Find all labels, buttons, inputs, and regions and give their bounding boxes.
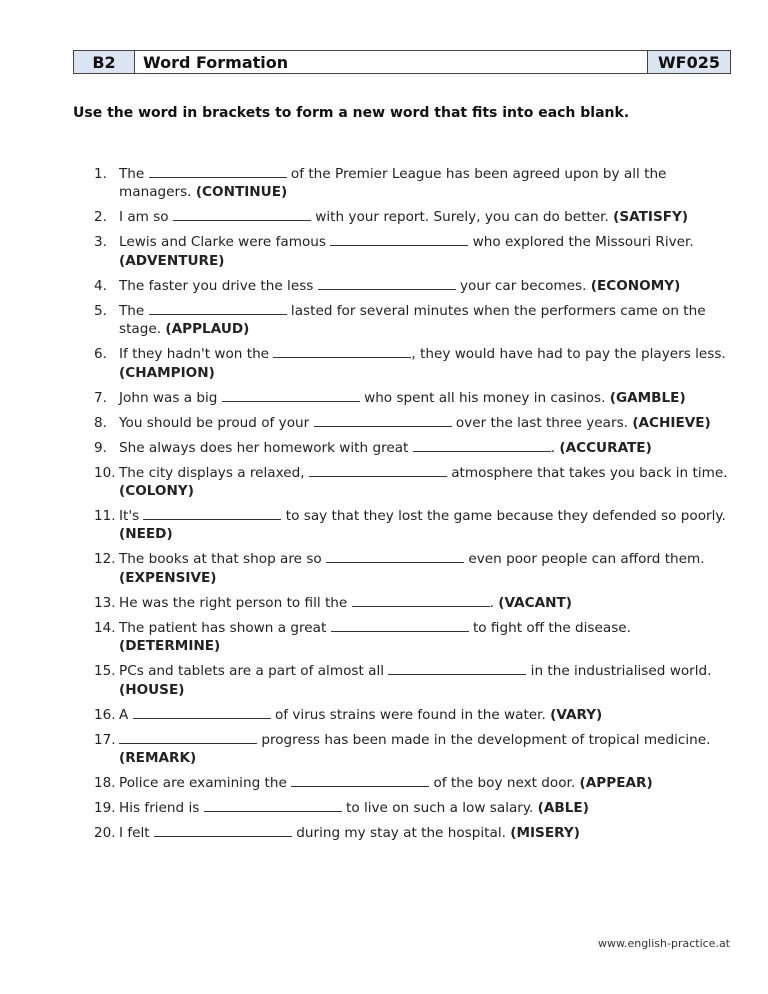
answer-blank[interactable] (119, 731, 257, 744)
item-number: 19. (94, 800, 116, 817)
item-sentence (119, 706, 734, 724)
answer-blank[interactable] (204, 799, 342, 812)
item-number: 1. (94, 166, 107, 182)
exercise-item (94, 389, 734, 407)
exercise-item (94, 439, 734, 457)
sentence-start: PCs and tablets are a part of almost all (119, 663, 389, 680)
item-number: 5. (94, 302, 107, 319)
answer-blank[interactable] (154, 824, 292, 837)
sentence-end: progress has been made in the development of tropical medicine. (257, 731, 711, 748)
exercise-item (94, 208, 734, 226)
item-sentence (119, 507, 734, 544)
base-word-hint: (GAMBLE) (609, 389, 686, 406)
answer-blank[interactable] (149, 165, 287, 178)
base-word-hint: (ADVENTURE) (119, 252, 225, 269)
answer-blank[interactable] (173, 208, 311, 221)
item-sentence (119, 594, 734, 612)
sentence-start: I felt (119, 825, 154, 842)
base-word-hint: (MISERY) (510, 825, 580, 842)
sentence-start: The (119, 166, 149, 182)
footer-url: www.english-practice.at (597, 937, 730, 950)
exercise-list (94, 165, 734, 849)
sentence-end: to live on such a low salary. (341, 800, 538, 817)
sentence-end: who explored the Missouri River. (468, 234, 694, 251)
worksheet-header (73, 50, 731, 74)
answer-blank[interactable] (133, 706, 271, 719)
sentence-start: The city displays a relaxed, (119, 464, 309, 481)
item-sentence (119, 233, 734, 270)
base-word-hint: (CONTINUE) (195, 184, 288, 201)
worksheet-title: Word Formation (143, 52, 289, 72)
base-word-hint: (ACHIEVE) (632, 414, 711, 431)
base-word-hint: (APPLAUD) (165, 321, 250, 338)
sentence-end: to say that they lost the game because they defended so poorly. (281, 508, 726, 525)
sentence-end: who spent all his money in casinos. (359, 389, 610, 406)
answer-blank[interactable] (309, 464, 447, 477)
base-word-hint: (VARY) (550, 706, 603, 723)
exercise-item (94, 706, 734, 724)
base-word-hint: (APPEAR) (579, 775, 653, 792)
base-word-hint: (NEED) (119, 526, 173, 543)
sentence-end: , they would have had to pay the players less. (411, 346, 726, 363)
sentence-start: A (119, 706, 133, 723)
item-number: 14. (94, 619, 116, 636)
item-sentence (119, 277, 734, 295)
answer-blank[interactable] (314, 414, 452, 427)
sentence-start: The faster you drive the less (119, 277, 318, 294)
sentence-start: The books at that shop are so (119, 551, 327, 568)
item-sentence (119, 302, 734, 339)
sentence-start: He was the right person to fill the (119, 594, 352, 611)
item-sentence (119, 389, 734, 407)
answer-blank[interactable] (273, 345, 411, 358)
item-number: 8. (94, 414, 107, 431)
base-word-hint: (VACANT) (498, 594, 572, 611)
item-sentence (119, 208, 734, 226)
item-number: 12. (94, 551, 116, 568)
item-sentence (119, 464, 734, 501)
sentence-end: your car becomes. (455, 277, 591, 294)
exercise-item (94, 619, 734, 656)
exercise-item (94, 731, 734, 768)
sentence-start: I am so (119, 209, 173, 226)
base-word-hint: (ABLE) (537, 800, 589, 817)
sentence-end: over the last three years. (451, 414, 633, 431)
level-badge: B2 (74, 51, 135, 73)
item-sentence (119, 731, 734, 768)
item-number: 20. (94, 825, 116, 842)
sentence-end: of virus strains were found in the water. (270, 706, 551, 723)
exercise-item (94, 662, 734, 699)
item-number: 18. (94, 775, 116, 792)
instructions: Use the word in brackets to form a new word that fits into each blank. (73, 105, 630, 121)
sentence-end: atmosphere that takes you back in time. (446, 464, 728, 481)
answer-blank[interactable] (143, 507, 281, 520)
sentence-end: of the Premier League has been agreed upon by all the managers. (119, 166, 667, 201)
sentence-end: to fight off the disease. (468, 619, 631, 636)
answer-blank[interactable] (413, 439, 551, 452)
answer-blank[interactable] (149, 302, 287, 315)
item-sentence (119, 550, 734, 587)
base-word-hint: (REMARK) (119, 750, 197, 767)
sentence-start: His friend is (119, 800, 204, 817)
sentence-start: It's (119, 508, 144, 525)
exercise-item (94, 464, 734, 501)
item-sentence (119, 165, 734, 202)
item-sentence (119, 414, 734, 432)
exercise-item (94, 774, 734, 792)
sentence-start: You should be proud of your (119, 414, 314, 431)
exercise-item (94, 507, 734, 544)
exercise-item (94, 550, 734, 587)
answer-blank[interactable] (388, 662, 526, 675)
answer-blank[interactable] (330, 233, 468, 246)
answer-blank[interactable] (291, 774, 429, 787)
answer-blank[interactable] (318, 277, 456, 290)
sentence-end: . (550, 439, 560, 456)
exercise-item (94, 345, 734, 382)
exercise-item (94, 824, 734, 842)
sentence-start: The patient has shown a great (119, 619, 331, 636)
sentence-end: . (489, 594, 499, 611)
item-number: 6. (94, 346, 107, 363)
item-sentence (119, 799, 734, 817)
exercise-item (94, 233, 734, 270)
exercise-item (94, 165, 734, 202)
item-sentence (119, 662, 734, 699)
exercise-item (94, 302, 734, 339)
answer-blank[interactable] (326, 550, 464, 563)
exercise-item (94, 277, 734, 295)
sentence-end: of the boy next door. (429, 775, 580, 792)
item-sentence (119, 619, 734, 656)
item-number: 4. (94, 277, 107, 294)
item-number: 13. (94, 594, 116, 611)
sentence-start: She always does her homework with great (119, 439, 413, 456)
worksheet-code: WF025 (647, 51, 730, 73)
sentence-end: during my stay at the hospital. (291, 825, 511, 842)
exercise-item (94, 594, 734, 612)
item-number: 15. (94, 663, 116, 680)
answer-blank[interactable] (222, 389, 360, 402)
sentence-end: with your report. Surely, you can do better. (310, 209, 614, 226)
answer-blank[interactable] (352, 594, 490, 607)
sentence-end: in the industrialised world. (526, 663, 712, 680)
sentence-start: Police are examining the (119, 775, 292, 792)
answer-blank[interactable] (331, 619, 469, 632)
item-number: 10. (94, 464, 116, 481)
base-word-hint: (CHAMPION) (119, 364, 215, 381)
item-number: 16. (94, 706, 116, 723)
item-number: 9. (94, 439, 107, 456)
sentence-end: even poor people can afford them. (464, 551, 705, 568)
item-number: 17. (94, 731, 116, 748)
base-word-hint: (SATISFY) (613, 209, 689, 226)
item-sentence (119, 439, 734, 457)
item-number: 7. (94, 389, 107, 406)
base-word-hint: (HOUSE) (119, 681, 185, 698)
item-sentence (119, 824, 734, 842)
sentence-start: John was a big (119, 389, 222, 406)
base-word-hint: (DETERMINE) (119, 638, 221, 655)
exercise-item (94, 414, 734, 432)
base-word-hint: (ECONOMY) (590, 277, 681, 294)
item-number: 2. (94, 209, 107, 226)
item-number: 11. (94, 508, 116, 525)
item-number: 3. (94, 234, 107, 251)
item-sentence (119, 345, 734, 382)
sentence-start: If they hadn't won the (119, 346, 274, 363)
sentence-end: lasted for several minutes when the performers came on the stage. (119, 302, 706, 338)
base-word-hint: (EXPENSIVE) (119, 569, 217, 586)
item-sentence (119, 774, 734, 792)
base-word-hint: (COLONY) (119, 483, 194, 500)
sentence-start: The (119, 302, 149, 319)
sentence-start: Lewis and Clarke were famous (119, 234, 331, 251)
exercise-item (94, 799, 734, 817)
base-word-hint: (ACCURATE) (559, 439, 652, 456)
